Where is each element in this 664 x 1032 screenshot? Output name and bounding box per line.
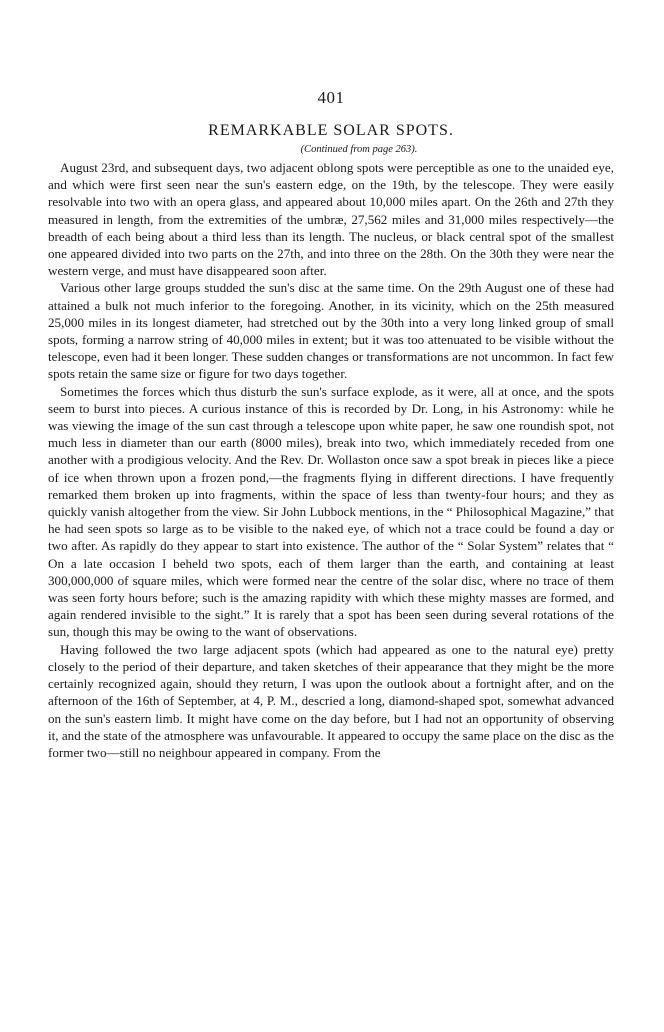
continued-note: (Continued from page 263). xyxy=(300,144,418,155)
article-title: REMARKABLE SOLAR SPOTS. xyxy=(208,122,454,139)
paragraph: Having followed the two large adjacent spots (which had appeared as one to the natural eye) pretty closely to the period of their departure, and taken sketches of their appearance that they might be the more certainly recognized again, should they return, I was upon the outlook about a fortnight after, and on the afternoon of the 16th of September, at 4, P. M., descried a long, diamond-shaped spot, somewhat advanced on the sun's eastern limb. It might have come on the day before, but I had not an opportunity of observing it, and the state of the atmosphere was unfavourable. It appeared to occupy the same place on the disc as the former two—still no neighbour appeared in company. From the xyxy=(48,641,614,760)
article-body xyxy=(48,159,614,761)
paragraph: Sometimes the forces which thus disturb the sun's surface explode, as it were, all at once, and the spots seem to burst into pieces. A curious instance of this is recorded by Dr. Long, in his Astronomy: while he was viewing the image of the sun cast through a telescope upon white paper, he saw one roundish spot, not much less in diameter than our earth (8000 miles), break into two, which immediately receded from one another with a prodigious velocity. And the Rev. Dr. Wollaston once saw a spot break in pieces like a piece of ice when thrown upon a frozen pond,—the fragments flying in different directions. I have frequently remarked them broken up into fragments, within the space of less than twenty-four hours; and they as quickly vanish altogether from the view. Sir John Lubbock mentions, in the “ Philosophical Magazine,” that he had seen spots so large as to be visible to the naked eye, of which not a trace could be found a day or two after. As rapidly do they appear to start into existence. The author of the “ Solar System” relates that “ On a late occasion I beheld two spots, each of them larger than the earth, and containing at least 300,000,000 of square miles, which were formed near the centre of the solar disc, where no trace of them was seen forty hours before; such is the amazing rapidity with which these mighty masses are formed, and again rendered invisible to the sight.” It is rarely that a spot has been seen during several rotations of the sun, though this may be owing to the want of observations. xyxy=(48,383,614,640)
paragraph: Various other large groups studded the sun's disc at the same time. On the 29th August one of these had attained a bulk not much inferior to the foregoing. Another, in its vicinity, which on the 25th measured 25,000 miles in its longest diameter, had stretched out by the 30th into a very long linked group of small spots, forming a narrow string of 40,000 miles in extent; but it was too attenuated to be visible without the telescope, even had it been longer. These sudden changes or transformations are not uncommon. In fact few spots retain the same size or figure for two days together. xyxy=(48,280,614,382)
paragraph: August 23rd, and subsequent days, two adjacent oblong spots were perceptible as one to the unaided eye, and which were first seen near the sun's eastern edge, on the 19th, by the telescope. They were easily resolvable into two with an opera glass, and appeared about 10,000 miles apart. On the 26th and 27th they measured in length, from the extremities of the umbræ, 27,562 miles and 31,000 miles respectively—the breadth of each being about a third less than its length. The nucleus, or black central spot of the smallest one appeared divided into two parts on the 27th, and into three on the 28th. On the 30th they were near the western verge, and must have disappeared soon after. xyxy=(48,160,614,279)
page-number: 401 xyxy=(317,88,345,107)
document-page xyxy=(48,88,614,761)
